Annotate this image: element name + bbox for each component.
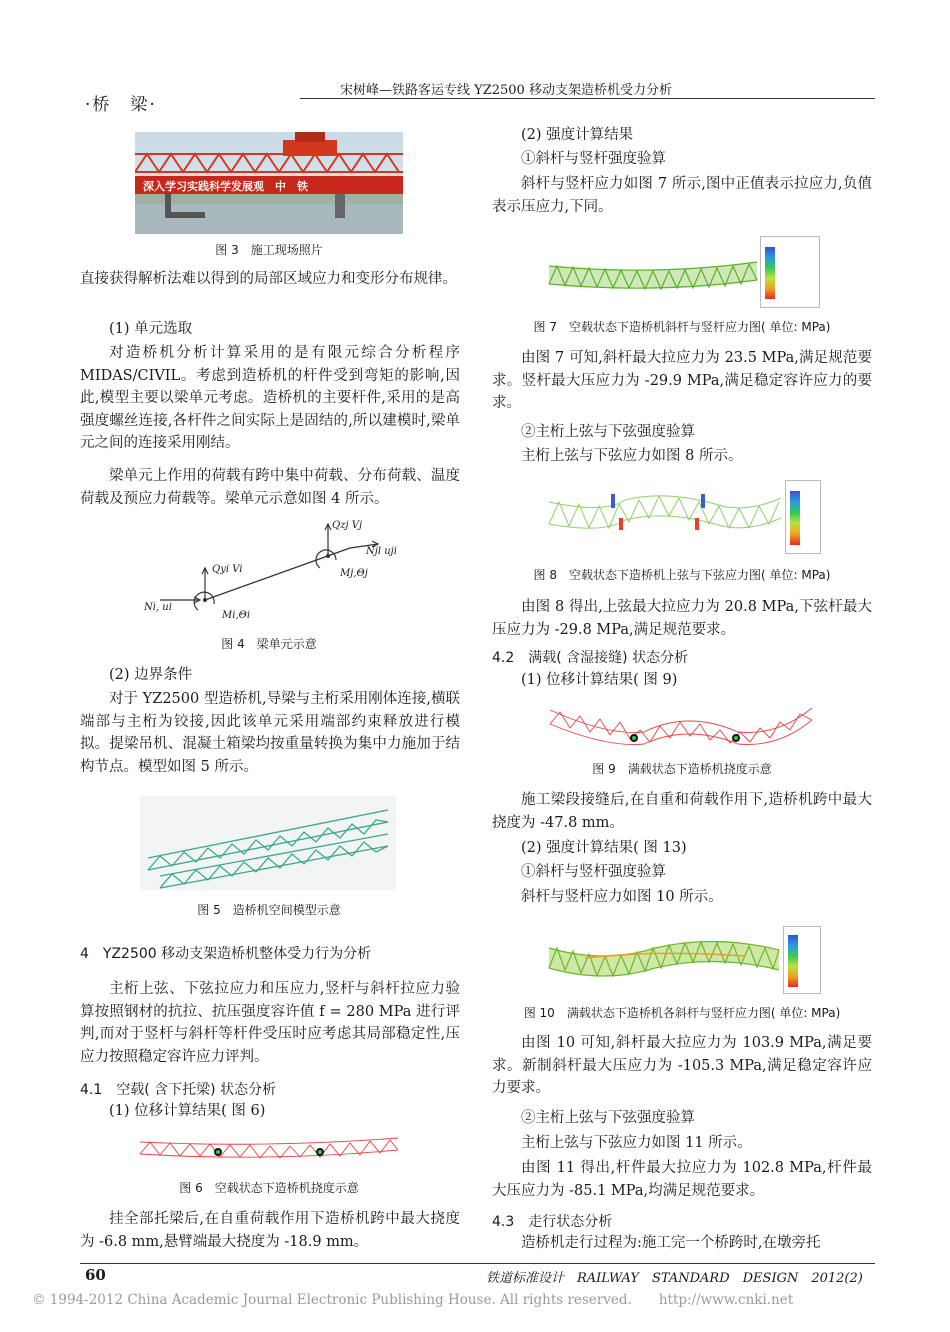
- fig8-caption: 图 8 空载状态下造桥机上弦与下弦应力图( 单位: MPa): [533, 568, 831, 582]
- fig10-color-legend: [783, 926, 821, 994]
- spatial-model-figure: [140, 796, 396, 890]
- fig4-caption: 图 4 梁单元示意: [221, 637, 317, 651]
- right-paragraph-3: 主桁上弦与下弦应力如图 8 所示。: [521, 448, 743, 464]
- right-paragraph-6: 斜杆与竖杆应力如图 10 所示。: [521, 889, 723, 905]
- page-number: 60: [85, 1266, 106, 1284]
- journal-name: 铁道标准设计 RAILWAY STANDARD DESIGN 2012(2): [486, 1271, 863, 1286]
- right-heading-chord-1: ②主桁上弦与下弦强度验算: [521, 424, 695, 440]
- section-4-2-heading: 4.2 满载( 含湿接缝) 状态分析: [492, 650, 689, 666]
- left-heading-displacement: (1) 位移计算结果( 图 6): [109, 1103, 266, 1119]
- right-heading-displacement: (1) 位移计算结果( 图 9): [521, 672, 678, 688]
- header-rule: [300, 98, 875, 99]
- copyright-notice: © 1994-2012 China Academic Journal Electronic Publishing House. All rights reserved. http://www.cnki.net: [32, 1292, 794, 1308]
- left-paragraph-3: 梁单元上作用的荷载有跨中集中荷载、分布荷载、温度荷载及预应力荷载等。梁单元示意如图 4 所示。: [80, 468, 460, 507]
- section-4-1-heading: 4.1 空载( 含下托梁) 状态分析: [80, 1082, 277, 1098]
- fig5-caption: 图 5 造桥机空间模型示意: [197, 903, 341, 917]
- beam-element-diagram: [140, 520, 400, 628]
- deflection-full-figure: [548, 702, 814, 750]
- right-heading-diag-vert-1: ①斜杆与竖杆强度验算: [521, 151, 666, 167]
- running-title: 宋树峰—铁路客运专线 YZ2500 移动支架造桥机受力分析: [340, 83, 672, 98]
- stress-plot-fig10: [545, 926, 820, 994]
- right-paragraph-5: 施工梁段接缝后,在自重和荷载作用下,造桥机跨中最大挠度为 -47.8 mm。: [492, 792, 872, 831]
- label-nj-uj: Njl uji: [366, 546, 397, 557]
- fig9-caption: 图 9 满载状态下造桥机挠度示意: [592, 762, 772, 776]
- right-paragraph-2: 由图 7 可知,斜杆最大拉应力为 23.5 MPa,满足规范要求。竖杆最大压应力为 -29.9 MPa,满足稳定容许应力的要求。: [492, 350, 872, 411]
- left-paragraph-6: 挂全部托梁后,在自重荷载作用下造桥机跨中最大挠度为 -6.8 mm,悬臂端最大挠度为 -18.9 mm。: [80, 1211, 460, 1250]
- photo-banner-text: 深入学习实践科学发展观 中 铁: [143, 180, 308, 193]
- right-paragraph-8: 主桁上弦与下弦应力如图 11 所示。: [521, 1135, 752, 1151]
- footer-rule: [80, 1263, 875, 1264]
- right-paragraph-4: 由图 8 得出,上弦最大拉应力为 20.8 MPa,下弦杆最大压应力为 -29.8 MPa,满足规范要求。: [492, 599, 872, 638]
- label-ni-ui: Ni, ui: [144, 602, 172, 613]
- fig7-color-legend: [760, 236, 820, 308]
- left-paragraph-4: 对于 YZ2500 型造桥机,导梁与主桁采用刚体连接,横联端部与主桁为铰接,因此该单元采用端部约束释放进行模拟。提梁吊机、混凝土箱梁均按重量转换为集中力施加于结构节点。模型如图 5 所示。: [80, 691, 460, 775]
- stress-plot-fig7: [545, 236, 820, 308]
- right-paragraph-7: 由图 10 可知,斜杆最大拉应力为 103.9 MPa,满足要求。新制斜杆最大压应力为 -105.3 MPa,满足稳定容许应力要求。: [492, 1035, 872, 1096]
- left-heading-boundary: (2) 边界条件: [109, 667, 193, 683]
- fig3-caption: 图 3 施工现场照片: [215, 243, 323, 257]
- section-4-heading: 4 YZ2500 移动支架造桥机整体受力行为分析: [80, 946, 372, 962]
- section-tag: ·桥 梁·: [85, 95, 157, 115]
- deflection-empty-figure: [138, 1134, 400, 1170]
- label-qz-vj: Qzj Vj: [332, 520, 363, 531]
- right-paragraph-10: 造桥机走行过程为:施工完一个桥跨时,在墩旁托: [521, 1235, 821, 1251]
- left-paragraph-1: 直接获得解析法难以得到的局部区域应力和变形分布规律。: [80, 271, 457, 287]
- right-heading-strength-2: (2) 强度计算结果( 图 13): [521, 840, 687, 856]
- right-heading-strength: (2) 强度计算结果: [521, 127, 634, 143]
- construction-site-photo: [135, 132, 403, 234]
- left-paragraph-2: 对造桥机分析计算采用的是有限元综合分析程序 MIDAS/CIVIL。考虑到造桥机的杆件受到弯矩的影响,因此,模型主要以梁单元考虑。造桥机的主要杆件,采用的是高强度螺丝连接,各杆件之间实际上是固结的,所以建模时,梁单元之间的连接采用刚结。: [80, 345, 460, 451]
- left-heading-element-selection: (1) 单元选取: [109, 321, 193, 337]
- right-heading-chord-2: ②主桁上弦与下弦强度验算: [521, 1110, 695, 1126]
- fig8-color-legend: [785, 480, 821, 554]
- right-heading-diag-vert-2: ①斜杆与竖杆强度验算: [521, 864, 666, 880]
- stress-plot-fig8: [545, 480, 820, 554]
- label-mi-thetai: Mi,Θi: [222, 610, 251, 621]
- section-4-3-heading: 4.3 走行状态分析: [492, 1214, 613, 1230]
- fig10-caption: 图 10 满载状态下造桥机各斜杆与竖杆应力图( 单位: MPa): [523, 1006, 841, 1020]
- right-paragraph-9: 由图 11 得出,杆件最大拉应力为 102.8 MPa,杆件最大压应力为 -85.1 MPa,均满足规范要求。: [492, 1160, 872, 1199]
- fig6-caption: 图 6 空载状态下造桥机挠度示意: [179, 1181, 359, 1195]
- label-qy-vi: Qyi Vi: [212, 564, 243, 575]
- left-paragraph-5: 主桁上弦、下弦拉应力和压应力,竖杆与斜杆拉应力验算按照钢材的抗拉、抗压强度容许值 f = 280 MPa 进行评判,而对于竖杆与斜杆等杆件受压时应考虑其局部稳定性,压应力按照稳定容许应力评判。: [80, 981, 460, 1065]
- fig7-caption: 图 7 空载状态下造桥机斜杆与竖杆应力图( 单位: MPa): [533, 320, 831, 334]
- right-paragraph-1: 斜杆与竖杆应力如图 7 所示,图中正值表示拉应力,负值表示压应力,下同。: [492, 176, 872, 215]
- label-mj-thetaj: Mj,Θj: [340, 568, 368, 579]
